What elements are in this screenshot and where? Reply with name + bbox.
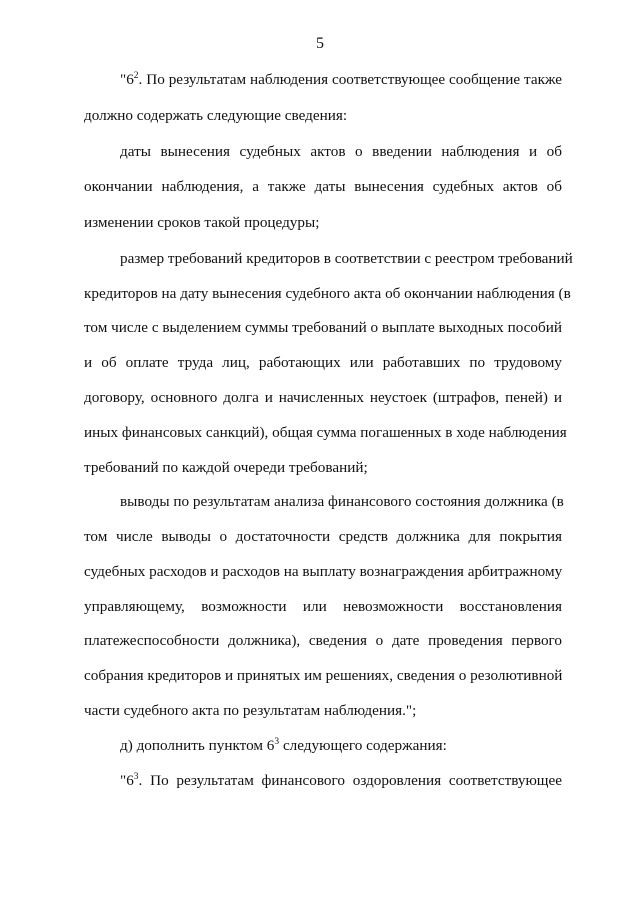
paragraph-line: "$6^2$. По результатам наблюдения соответствующее сообщение также [120,70,562,88]
paragraph-line: судебных расходов и расходов на выплату вознаграждения арбитражному [84,563,563,580]
paragraph-line: размер требований кредиторов в соответствии с реестром требований [120,250,573,267]
paragraph-line: том числе выводы о достаточности средств должника для покрытия [84,528,562,545]
page-number: 5 [316,35,324,52]
paragraph-line: части судебного акта по результатам наблюдения."; [84,702,417,719]
paragraph-line: требований по каждой очереди требований; [84,459,368,476]
paragraph-line: должно содержать следующие сведения: [84,107,348,124]
paragraph-line: кредиторов на дату вынесения судебного акта об окончании наблюдения (в [84,285,571,302]
paragraph-line: управляющему, возможности или невозможности восстановления [84,598,562,615]
paragraph-line: том числе с выделением суммы требований о выплате выходных пособий [84,319,562,336]
paragraph-line: окончании наблюдения, а также даты вынесения судебных актов об [84,178,562,195]
paragraph-line: договору, основного долга и начисленных неустоек (штрафов, пеней) и [84,389,562,406]
paragraph-line: изменении сроков такой процедуры; [84,214,320,231]
paragraph-line: и об оплате труда лиц, работающих или работавших по трудовому [84,354,562,371]
paragraph-line: иных финансовых санкций), общая сумма погашенных в ходе наблюдения [84,424,567,441]
paragraph-line: даты вынесения судебных актов о введении наблюдения и об [120,143,562,160]
paragraph-line: выводы по результатам анализа финансового состояния должника (в [120,493,564,510]
paragraph-line: "$6^3$. По результатам финансового оздоровления соответствующее [120,771,562,789]
paragraph-line: собрания кредиторов и принятых им решениях, сведения о резолютивной [84,667,563,684]
paragraph-line: платежеспособности должника), сведения о дате проведения первого [84,632,562,649]
paragraph-line: д) дополнить пунктом $6^3$ следующего содержания: [120,736,447,754]
